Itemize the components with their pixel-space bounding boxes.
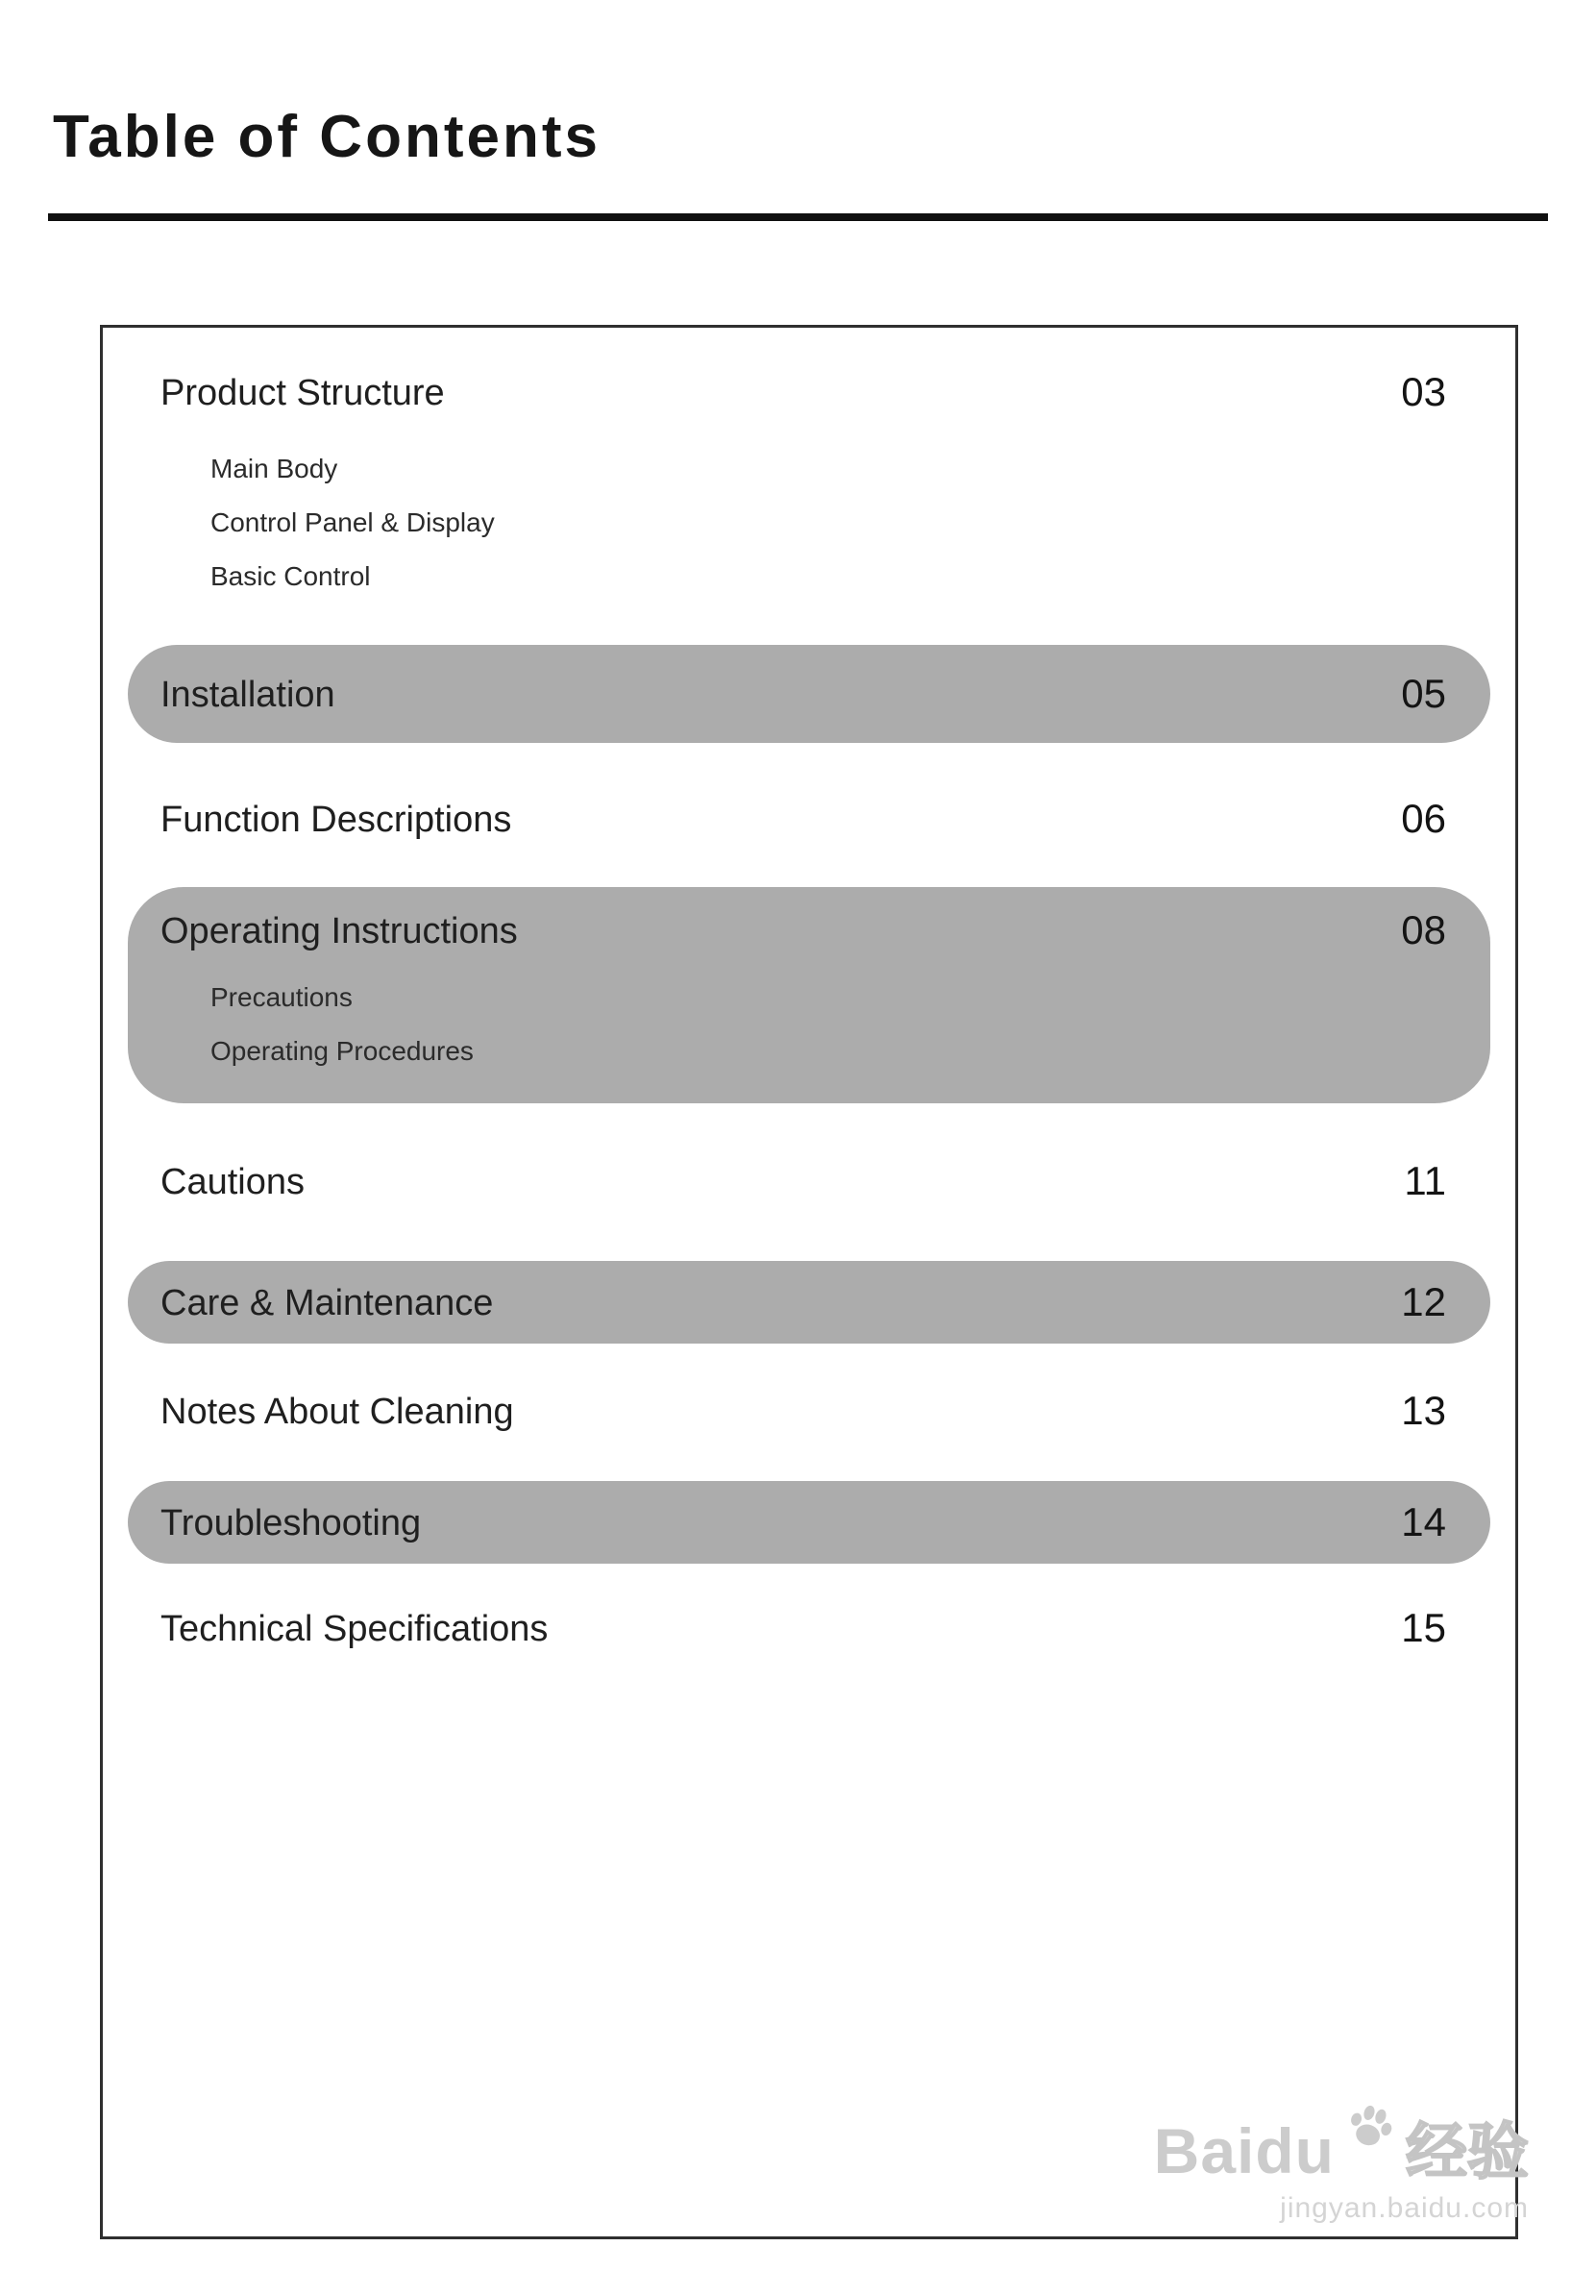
toc-subentry-operating-procedures: Operating Procedures: [210, 1036, 474, 1066]
toc-entry-operating-instructions: Operating Instructions: [160, 911, 518, 951]
toc-subentry-main-body: Main Body: [210, 454, 338, 483]
toc-subentry-precautions: Precautions: [210, 982, 353, 1012]
baidu-watermark: [1154, 2100, 1529, 2225]
toc-page-number-notes-about-cleaning: 13: [1401, 1388, 1446, 1433]
toc-entry-installation: Installation: [160, 675, 335, 715]
toc-entry-product-structure: Product Structure: [160, 373, 445, 413]
page-title: Table of Contents: [53, 104, 601, 170]
baidu-jingyan-url: jingyan.baidu.com: [1280, 2192, 1529, 2224]
toc-entry-cautions: Cautions: [160, 1162, 305, 1202]
toc-page-number-technical-specifications: 15: [1401, 1605, 1446, 1650]
toc-box: [100, 325, 1518, 2239]
toc-page-number-operating-instructions: 08: [1401, 907, 1446, 952]
toc-page-number-product-structure: 03: [1401, 369, 1446, 414]
toc-subentry-basic-control: Basic Control: [210, 561, 371, 591]
title-divider: [48, 213, 1548, 221]
toc-entry-care-maintenance: Care & Maintenance: [160, 1283, 494, 1323]
toc-subentry-control-panel-display: Control Panel & Display: [210, 507, 495, 537]
toc-page-number-installation: 05: [1401, 671, 1446, 716]
paw-icon: [1342, 2100, 1398, 2156]
toc-page-number-function-descriptions: 06: [1401, 796, 1446, 841]
baidu-brand-text: Baidu: [1153, 2115, 1335, 2186]
toc-entry-technical-specifications: Technical Specifications: [160, 1609, 549, 1649]
toc-page-number-troubleshooting: 14: [1401, 1499, 1446, 1544]
toc-entry-function-descriptions: Function Descriptions: [160, 800, 512, 840]
toc-entry-notes-about-cleaning: Notes About Cleaning: [160, 1392, 514, 1432]
baidu-jingyan-cn-text: 经验: [1406, 2117, 1529, 2186]
toc-page-number-cautions: 11: [1404, 1158, 1446, 1203]
toc-page-number-care-maintenance: 12: [1401, 1279, 1446, 1324]
toc-entry-troubleshooting: Troubleshooting: [160, 1503, 422, 1543]
